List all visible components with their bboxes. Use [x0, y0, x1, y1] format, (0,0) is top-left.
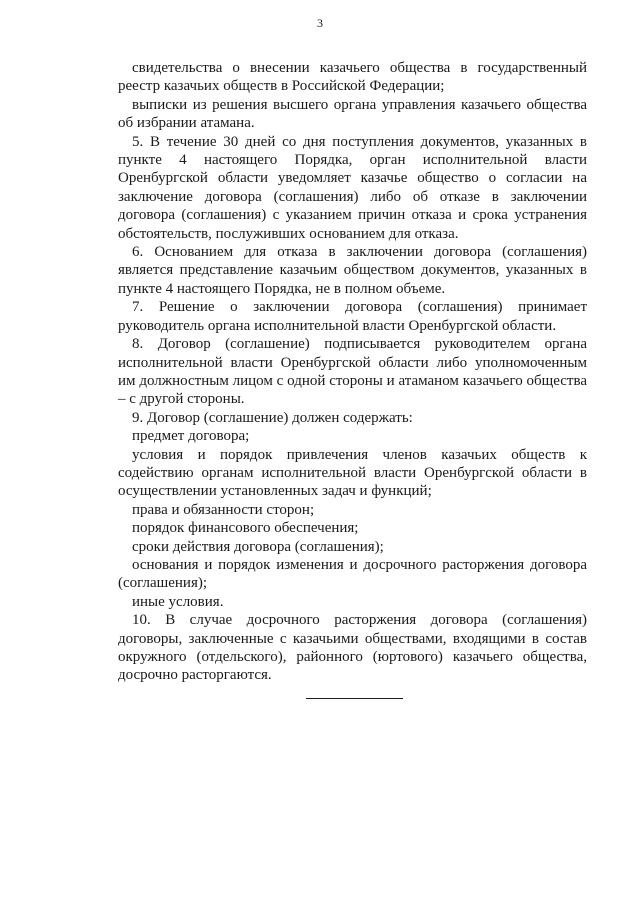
- list-item-financing: порядок финансового обеспечения;: [132, 520, 359, 537]
- paragraph-item-9: 9. Договор (соглашение) должен содержать:: [132, 409, 413, 426]
- page-number: 3: [317, 16, 323, 30]
- paragraph-item-7: 7. Решение о заключении договора (соглашения) принимает руководитель органа исполнительной власти Оренбургской области.: [118, 299, 587, 334]
- end-of-document-rule: [306, 698, 403, 699]
- paragraph-item-5: 5. В течение 30 дней со дня поступления документов, указанных в пункте 4 настоящего Порядка, орган исполнительной власти Оренбургской области уведомляет казачье общество о согласии на заключение договора (соглашения) либо об отказе в заключении договора (соглашения) с указанием причин отказа и срока устранения обстоятельств, послуживших основанием для отказа.: [118, 133, 587, 242]
- list-item-other: иные условия.: [132, 593, 224, 610]
- list-item-term: сроки действия договора (соглашения);: [132, 538, 384, 555]
- document-body: [118, 59, 587, 685]
- list-item-subject: предмет договора;: [132, 428, 250, 445]
- list-item-rights: права и обязанности сторон;: [132, 501, 315, 518]
- paragraph-item-10: 10. В случае досрочного расторжения договора (соглашения) договоры, заключенные с казачьими обществами, входящими в состав окружного (отдельского), районного (юртового) казачьего общества, досрочно расторгаются.: [118, 612, 587, 684]
- list-item-termination: основания и порядок изменения и досрочного расторжения договора (соглашения);: [118, 556, 587, 592]
- paragraph-item-8: 8. Договор (соглашение) подписывается руководителем органа исполнительной власти Оренбургской области либо уполномоченным им должностным лицом с одной стороны и атаманом казачьего общества – с другой стороны.: [118, 336, 587, 408]
- paragraph-ataman-election-extract: выписки из решения высшего органа управления казачьего общества об избрании атамана.: [118, 96, 587, 132]
- paragraph-registry-certificate: свидетельства о внесении казачьего общества в государственный реестр казачьих обществ в Российской Федерации;: [118, 60, 587, 95]
- paragraph-item-6: 6. Основанием для отказа в заключении договора (соглашения) является представление казачьим обществом документов, указанных в пункте 4 настоящего Порядка, не в полном объеме.: [118, 244, 587, 297]
- list-item-conditions: условия и порядок привлечения членов казачьих обществ к содействию органам исполнительной власти Оренбургской области в осуществлении установленных задач и функций;: [118, 446, 587, 500]
